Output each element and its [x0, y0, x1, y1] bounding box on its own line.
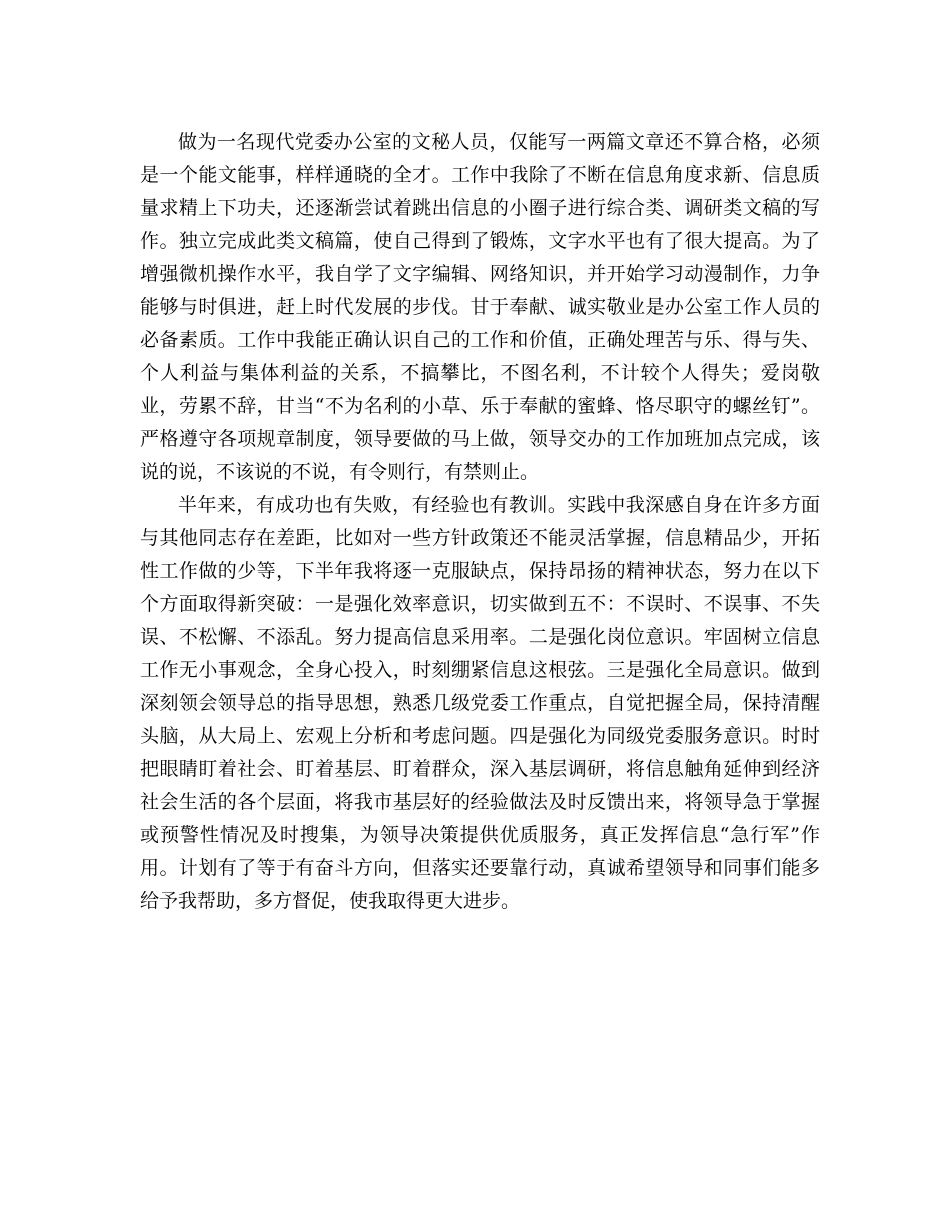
paragraph-1: 做为一名现代党委办公室的文秘人员，仅能写一两篇文章还不算合格，必须是一个能文能事，样样通晓的全才。工作中我除了不断在信息角度求新、信息质量求精上下功夫，还逐渐尝试着跳出信息的小圈子进行综合类、调研类文稿的写作。独立完成此类文稿篇，使自己得到了锻炼，文字水平也有了很大提高。为了增强微机操作水平，我自学了文字编辑、网络知识，并开始学习动漫制作，力争能够与时俱进，赶上时代发展的步伐。甘于奉献、诚实敬业是办公室工作人员的必备素质。工作中我能正确认识自己的工作和价值，正确处理苦与乐、得与失、个人利益与集体利益的关系，不搞攀比，不图名利，不计较个人得失；爱岗敬业，劳累不辞，甘当“不为名利的小草、乐于奉献的蜜蜂、恪尽职守的螺丝钉”。严格遵守各项规章制度，领导要做的马上做，领导交办的工作加班加点完成，该说的说，不该说的不说，有令则行，有禁则止。: [140, 131, 820, 483]
document-body: [140, 126, 820, 918]
paragraph-2: 半年来，有成功也有失败，有经验也有教训。实践中我深感自身在许多方面与其他同志存在差距，比如对一些方针政策还不能灵活掌握，信息精品少，开拓性工作做的少等，下半年我将逐一克服缺点，保持昂扬的精神状态，努力在以下个方面取得新突破：一是强化效率意识，切实做到五不：不误时、不误事、不失误、不松懈、不添乱。努力提高信息采用率。二是强化岗位意识。牢固树立信息工作无小事观念，全身心投入，时刻绷紧信息这根弦。三是强化全局意识。做到深刻领会领导总的指导思想，熟悉几级党委工作重点，自觉把握全局，保持清醒头脑，从大局上、宏观上分析和考虑问题。四是强化为同级党委服务意识。时时把眼睛盯着社会、盯着基层、盯着群众，深入基层调研，将信息触角延伸到经济社会生活的各个层面，将我市基层好的经验做法及时反馈出来，将领导急于掌握或预警性情况及时搜集，为领导决策提供优质服务，真正发挥信息“急行军”作用。计划有了等于有奋斗方向，但落实还要靠行动，真诚希望领导和同事们能多给予我帮助，多方督促，使我取得更大进步。: [140, 494, 820, 912]
